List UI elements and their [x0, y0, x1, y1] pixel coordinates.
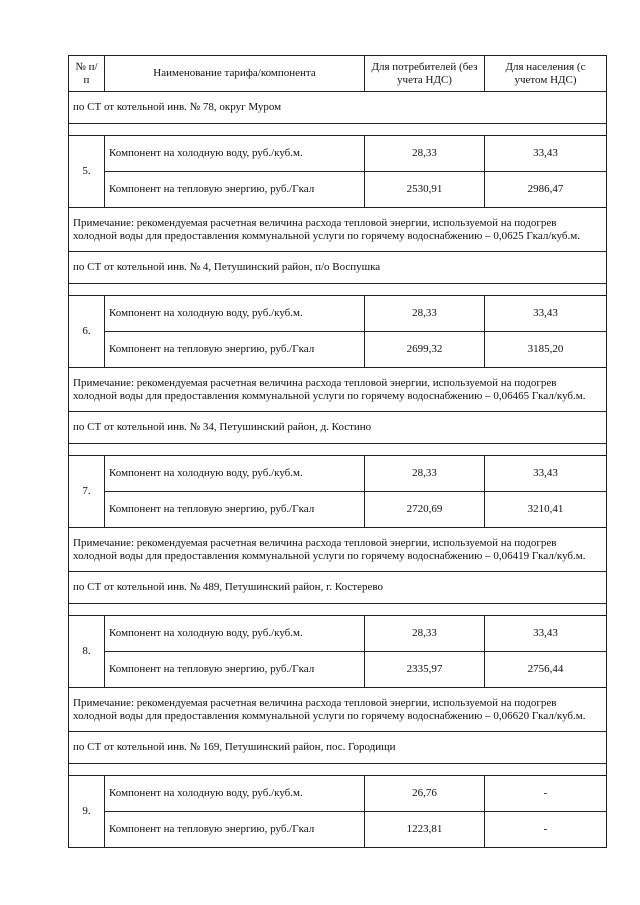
consumers-value: 28,33: [365, 136, 485, 172]
component-name: Компонент на тепловую энергию, руб./Гкал: [105, 652, 365, 688]
component-name: Компонент на тепловую энергию, руб./Гкал: [105, 172, 365, 208]
component-name: Компонент на тепловую энергию, руб./Гкал: [105, 492, 365, 528]
table-row: [69, 296, 607, 332]
table-row: [69, 492, 607, 528]
spacer-cell: [69, 284, 607, 296]
header-population: Для населения (с учетом НДС): [485, 56, 607, 92]
component-name: Компонент на холодную воду, руб./куб.м.: [105, 456, 365, 492]
component-name: Компонент на холодную воду, руб./куб.м.: [105, 136, 365, 172]
section-row: [69, 572, 607, 604]
consumers-value: 28,33: [365, 616, 485, 652]
population-value: 33,43: [485, 296, 607, 332]
table-row: [69, 332, 607, 368]
tariff-table-container: [68, 55, 606, 848]
section-row: [69, 412, 607, 444]
section-row: [69, 252, 607, 284]
consumers-value: 2699,32: [365, 332, 485, 368]
component-name: Компонент на тепловую энергию, руб./Гкал: [105, 812, 365, 848]
note-row: [69, 688, 607, 732]
table-row: [69, 812, 607, 848]
row-number: 7.: [69, 456, 105, 528]
note-text: Примечание: рекомендуемая расчетная величина расхода тепловой энергии, используемой на подогрев холодной воды для предоставления коммунальной услуги по горячему водоснабжению – 0,06419 Гкал/куб.м.: [69, 528, 607, 572]
header-consumers: Для потребителей (без учета НДС): [365, 56, 485, 92]
population-value: 3210,41: [485, 492, 607, 528]
table-row: [69, 776, 607, 812]
component-name: Компонент на холодную воду, руб./куб.м.: [105, 616, 365, 652]
row-number: 6.: [69, 296, 105, 368]
consumers-value: 1223,81: [365, 812, 485, 848]
spacer-row: [69, 444, 607, 456]
note-row: [69, 368, 607, 412]
consumers-value: 2335,97: [365, 652, 485, 688]
spacer-cell: [69, 124, 607, 136]
table-row: [69, 456, 607, 492]
section-row: [69, 92, 607, 124]
note-row: [69, 208, 607, 252]
spacer-row: [69, 764, 607, 776]
population-value: 2756,44: [485, 652, 607, 688]
population-value: -: [485, 776, 607, 812]
population-value: 33,43: [485, 136, 607, 172]
table-row: [69, 652, 607, 688]
header-num: № п/п: [69, 56, 105, 92]
consumers-value: 26,76: [365, 776, 485, 812]
spacer-cell: [69, 764, 607, 776]
section-title: по СТ от котельной инв. № 34, Петушинский район, д. Костино: [69, 412, 607, 444]
table-row: [69, 616, 607, 652]
table-body: [69, 92, 607, 848]
row-number: 8.: [69, 616, 105, 688]
population-value: 3185,20: [485, 332, 607, 368]
spacer-row: [69, 284, 607, 296]
spacer-row: [69, 604, 607, 616]
section-title: по СТ от котельной инв. № 489, Петушинский район, г. Костерево: [69, 572, 607, 604]
note-text: Примечание: рекомендуемая расчетная величина расхода тепловой энергии, используемой на подогрев холодной воды для предоставления коммунальной услуги по горячему водоснабжению – 0,06620 Гкал/куб.м.: [69, 688, 607, 732]
consumers-value: 28,33: [365, 296, 485, 332]
row-number: 5.: [69, 136, 105, 208]
population-value: -: [485, 812, 607, 848]
spacer-cell: [69, 444, 607, 456]
table-row: [69, 172, 607, 208]
section-title: по СТ от котельной инв. № 4, Петушинский район, п/о Воспушка: [69, 252, 607, 284]
table-row: [69, 136, 607, 172]
note-text: Примечание: рекомендуемая расчетная величина расхода тепловой энергии, используемой на подогрев холодной воды для предоставления коммунальной услуги по горячему водоснабжению – 0,0625 Гкал/куб.м.: [69, 208, 607, 252]
consumers-value: 2720,69: [365, 492, 485, 528]
section-title: по СТ от котельной инв. № 169, Петушинский район, пос. Городищи: [69, 732, 607, 764]
consumers-value: 28,33: [365, 456, 485, 492]
tariff-table: [68, 55, 607, 848]
note-text: Примечание: рекомендуемая расчетная величина расхода тепловой энергии, используемой на подогрев холодной воды для предоставления коммунальной услуги по горячему водоснабжению – 0,06465 Гкал/куб.м.: [69, 368, 607, 412]
note-row: [69, 528, 607, 572]
component-name: Компонент на холодную воду, руб./куб.м.: [105, 296, 365, 332]
component-name: Компонент на тепловую энергию, руб./Гкал: [105, 332, 365, 368]
component-name: Компонент на холодную воду, руб./куб.м.: [105, 776, 365, 812]
row-number: 9.: [69, 776, 105, 848]
spacer-cell: [69, 604, 607, 616]
section-row: [69, 732, 607, 764]
spacer-row: [69, 124, 607, 136]
population-value: 33,43: [485, 456, 607, 492]
population-value: 33,43: [485, 616, 607, 652]
header-name: Наименование тарифа/компонента: [105, 56, 365, 92]
population-value: 2986,47: [485, 172, 607, 208]
section-title: по СТ от котельной инв. № 78, округ Муром: [69, 92, 607, 124]
consumers-value: 2530,91: [365, 172, 485, 208]
table-header-row: [69, 56, 607, 92]
